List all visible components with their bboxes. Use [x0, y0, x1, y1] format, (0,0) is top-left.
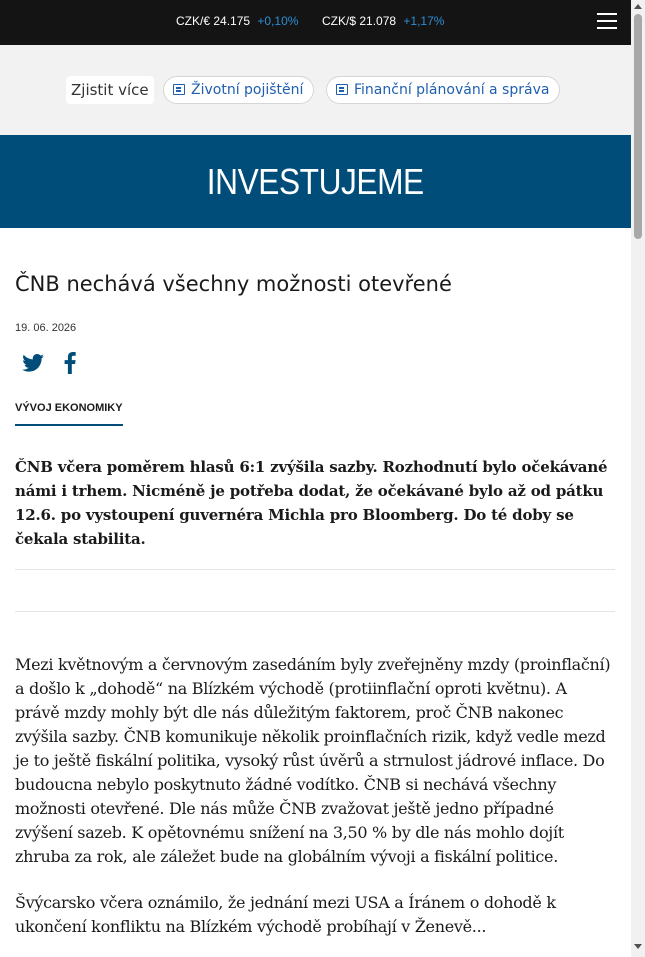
hamburger-menu-icon[interactable]: [597, 13, 617, 31]
facebook-icon[interactable]: [64, 352, 76, 378]
brand-banner: [0, 135, 631, 228]
chips-label: Zjistit více: [66, 76, 154, 104]
topic-chips: [0, 45, 631, 135]
usd-change: +1,17%: [403, 14, 445, 28]
article-title: ČNB nechává všechny možnosti otevřené: [15, 272, 452, 296]
newspaper-icon: [336, 84, 348, 95]
article-lead: ČNB včera poměrem hlasů 6:1 zvýšila sazby. Rozhodnutí bylo očekávané námi i trhem. Nicméně je potřeba dodat, že očekávané bylo až od pátku 12.6. po vystoupení guvernéra Michla pro Bloomberg. Do té doby se čekala stabilita.: [15, 455, 615, 570]
chip-financial-planning[interactable]: [326, 76, 560, 104]
eur-rate: [176, 14, 298, 28]
article: [0, 270, 631, 939]
eur-pair: CZK/€ 24.175: [176, 14, 251, 28]
article-paragraph: Mezi květnovým a červnovým zasedáním byly zveřejněny mzdy (proinflační) a došlo k „dohodě“ na Blízkém východě (protiinflační oproti květnu). A právě mzdy mohly být dle nás důležitým faktorem, proč ČNB nakonec zvýšila sazby. ČNB komunikuje několik proinflačních rizik, když vedle mezd je to ještě fiskální politika, vysoký růst úvěrů a strnulost jádrové inflace. Do budoucna nebylo poskytnuto žádné vodítko. ČNB si nechává všechny možnosti otevřené. Dle nás může ČNB zvažovat ještě jedno případné zvýšení sazeb. K opětovnému snížení na 3,50 % by dle nás mohlo dojít zhruba za rok, ale záležet bude na globálním vývoji a fiskální politice.: [15, 655, 611, 866]
scroll-down-icon[interactable]: [634, 944, 642, 949]
chip-label: Životní pojištění: [191, 82, 304, 98]
chip-label: Finanční plánování a správa: [354, 82, 550, 98]
share-bar: [15, 350, 615, 378]
eur-change: +0,10%: [257, 14, 299, 28]
scrollbar[interactable]: [631, 0, 645, 957]
site-logo[interactable]: INVESTUJEME: [207, 160, 424, 202]
divider: [15, 570, 615, 612]
article-date: 19. 06. 2026: [15, 322, 77, 334]
scroll-up-icon[interactable]: [634, 4, 642, 9]
usd-pair: CZK/$ 21.078: [322, 14, 397, 28]
twitter-icon[interactable]: [22, 354, 44, 376]
newspaper-icon: [173, 84, 185, 95]
usd-rate: [322, 14, 444, 28]
article-paragraph: Švýcarsko včera oznámilo, že jednání mezi USA a Íránem o dohodě k ukončení konfliktu na Blízkém východě probíhají v Ženevě...: [15, 893, 556, 936]
chip-life-insurance[interactable]: [163, 76, 314, 104]
currency-ticker: [0, 0, 631, 45]
article-category[interactable]: VÝVOJ EKONOMIKY: [15, 402, 123, 426]
scrollbar-thumb[interactable]: [634, 14, 642, 239]
